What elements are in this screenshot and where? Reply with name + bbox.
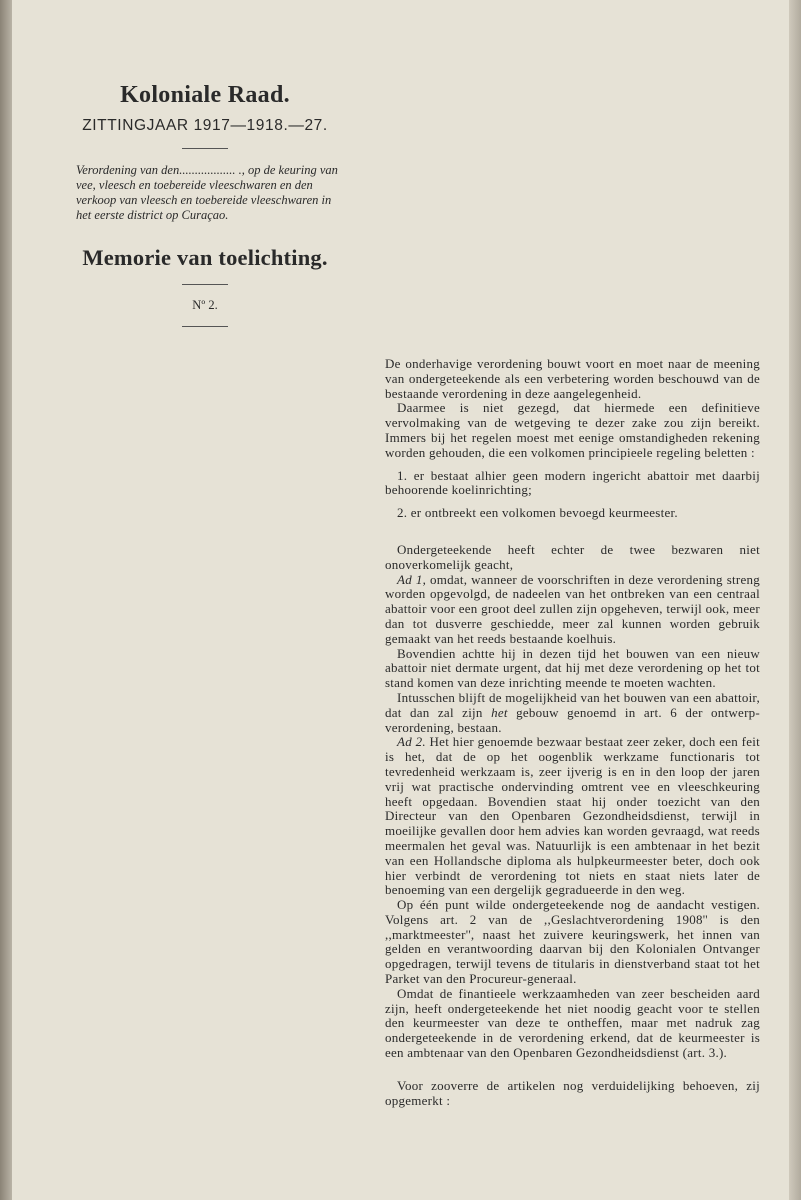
page-right-edge bbox=[789, 0, 801, 1200]
ad-label: Ad 1, bbox=[397, 571, 427, 587]
divider bbox=[182, 148, 228, 149]
paragraph: Op één punt wilde ondergeteekende nog de aandacht vestigen. Volgens art. 2 van de ,,Geslachtverordening 1908'' is den ,,marktmeester'', naast het zuivere keuringswerk, het innen van gelden en verantwoording daarvan bij den Kolonialen Ontvanger opgedragen, terwijl tevens de titularis in dienstverband staat tot het Parket van den Procureur-generaal. bbox=[385, 897, 760, 987]
divider bbox=[182, 326, 228, 327]
ordinance-subject: Verordening van den.................. ., op de keuring van vee, vleesch en toebereide vleeschwaren en den verkoop van vleesch en toebereide vleeschwaren in het eerste district op Curaçao. bbox=[76, 163, 338, 222]
document-number: Nº 2. bbox=[192, 298, 218, 312]
paragraph: Omdat de finantieele werkzaamheden van zeer bescheiden aard zijn, heeft ondergeteekende het niet noodig geacht voor te stellen den keurmeester van deze te ontheffen, maar met nadruk zag ondergeteekende in de verordening erkend, dat de keurmeester is een ambtenaar van den Openbaren Gezondheidsdienst (art. 3.). bbox=[385, 985, 760, 1061]
divider bbox=[182, 284, 228, 285]
paragraph: Ondergeteekende heeft echter de twee bezwaren niet onoverkomelijk geacht, bbox=[385, 541, 760, 572]
list-item: 1. er bestaat alhier geen modern ingericht abattoir met daarbij behoorende koelinrichting; bbox=[385, 467, 760, 498]
document-title: Koloniale Raad. bbox=[120, 82, 290, 108]
paragraph: Voor zooverre de artikelen nog verduidelijking behoeven, zij opgemerkt : bbox=[385, 1077, 760, 1108]
memorie-heading: Memorie van toelichting. bbox=[82, 245, 328, 270]
page-left-edge bbox=[0, 0, 12, 1200]
ad-label: Ad 2. bbox=[397, 734, 426, 750]
session-year: ZITTINGJAAR 1917—1918.—27. bbox=[82, 117, 328, 134]
explanatory-memorandum-body bbox=[385, 357, 760, 1108]
paragraph: De onderhavige verordening bouwt voort en moet naar de meening van ondergeteekende als een verbetering worden beschouwd van de bestaande verordening in deze aangelegenheid. bbox=[385, 356, 760, 401]
paragraph: Intusschen blijft de mogelijkheid van het bouwen van een abattoir, dat dan zal zijn het gebouw genoemd in art. 6 der ontwerp-verordening, bestaan. bbox=[385, 689, 760, 735]
list-item: 2. er ontbreekt een volkomen bevoegd keurmeester. bbox=[397, 505, 678, 521]
document-header bbox=[70, 82, 340, 340]
paragraph: Bovendien achtte hij in dezen tijd het bouwen van een nieuw abattoir niet dermate urgent, dat hij met deze verordening op het tot stand komen van deze inrichting meende te moeten wachten. bbox=[385, 645, 760, 691]
paragraph: Daarmee is niet gezegd, dat hiermede een definitieve vervolmaking van de wetgeving te dezer zake zou zijn bereikt. Immers bij het regelen moest met eenige omstandigheden rekening worden gehouden, die een volkomen principieele regeling beletten : bbox=[385, 400, 760, 460]
paragraph: Ad 1, omdat, wanneer de voorschriften in deze verordening streng worden opgevolgd, de nadeelen van het ontbreken van een centraal abattoir voor een groot deel zullen zijn opgeheven, terwijl ook, meer dan tot dusverre geschiedde, meer zal kunnen worden gebruik gemaakt van het reeds bestaande koelhuis. bbox=[385, 571, 760, 646]
paragraph: Ad 2. Het hier genoemde bezwaar bestaat zeer zeker, doch een feit is het, dat de op het oogenblik werkzame functionaris tot tevredenheid werkzaam is, zeer ijverig is en in den loop der jaren vrij wat practische ondervinding omtrent vee en vleeschkeuring heeft opgedaan. Bovendien staat hij onder toezicht van den Directeur van den Openbaren Gezondheidsdienst, terwijl in moeilijke gevallen door hem advies kan worden gevraagd, wat reeds meermalen het geval was. Natuurlijk is een ambtenaar in het bezit van een Hollandsche diploma als hulpkeurmeester beter, doch ook hier verbindt de verordening tot niets en staat niets later de benoeming van een dergelijk gegradueerde in den weg. bbox=[385, 734, 760, 898]
